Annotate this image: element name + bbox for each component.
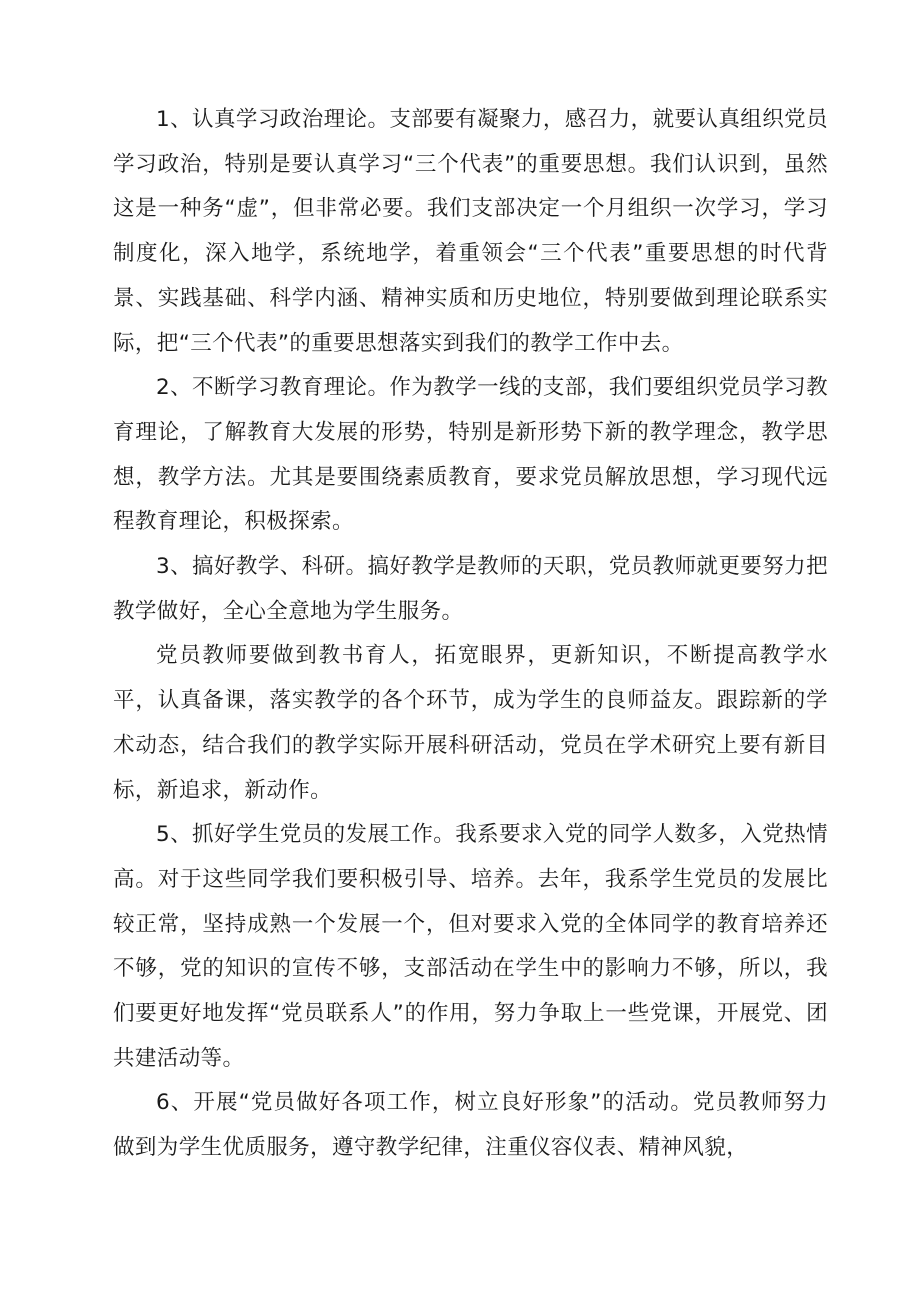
paragraph-study-education-theory: 2、不断学习教育理论。作为教学一线的支部，我们要组织党员学习教育理论，了解教育大发展的形势，特别是新形势下新的教学理念，教学思想，教学方法。尤其是要围绕素质教育，要求党员解放思想，学习现代远程教育理论，积极探索。 xyxy=(113,375,828,535)
paragraph-teacher-duties: 党员教师要做到教书育人，拓宽眼界，更新知识，不断提高教学水平，认真备课，落实教学的各个环节，成为学生的良师益友。跟踪新的学术动态，结合我们的教学实际开展科研活动，党员在学术研究上要有新目标，新追求，新动作。 xyxy=(113,643,828,803)
paragraph-good-image-activity: 6、开展“党员做好各项工作，树立良好形象”的活动。党员教师努力做到为学生优质服务，遵守教学纪律，注重仪容仪表、精神风貌， xyxy=(113,1090,828,1161)
document-body xyxy=(113,98,828,1171)
paragraph-student-member-development: 5、抓好学生党员的发展工作。我系要求入党的同学人数多，入党热情高。对于这些同学我们要积极引导、培养。去年，我系学生党员的发展比较正常，坚持成熟一个发展一个，但对要求入党的全体同学的教育培养还不够，党的知识的宣传不够，支部活动在学生中的影响力不够，所以，我们要更好地发挥“党员联系人”的作用，努力争取上一些党课，开展党、团共建活动等。 xyxy=(113,822,828,1071)
paragraph-teaching-research: 3、搞好教学、科研。搞好教学是教师的天职，党员教师就更要努力把教学做好，全心全意地为学生服务。 xyxy=(113,554,828,624)
paragraph-study-political-theory: 1、认真学习政治理论。支部要有凝聚力，感召力，就要认真组织党员学习政治，特别是要认真学习“三个代表”的重要思想。我们认识到，虽然这是一种务“虚”，但非常必要。我们支部决定一个月组织一次学习，学习制度化，深入地学，系统地学，着重领会“三个代表”重要思想的时代背景、实践基础、科学内涵、精神实质和历史地位，特别要做到理论联系实际，把“三个代表”的重要思想落实到我们的教学工作中去。 xyxy=(113,107,828,356)
